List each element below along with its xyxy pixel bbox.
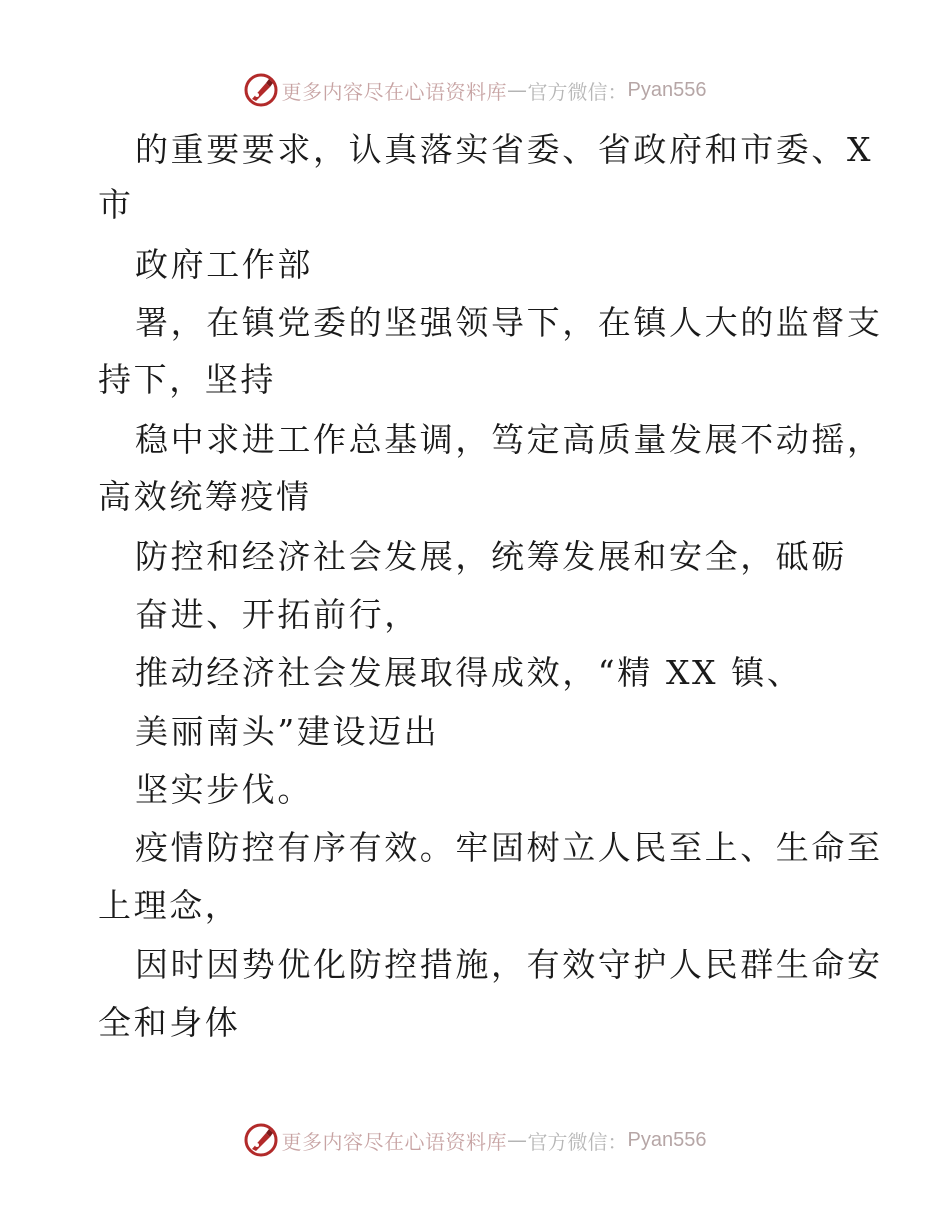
body-line: 的重要要求，认真落实省委、省政府和市委、X	[135, 130, 874, 169]
pen-logo-icon	[244, 1123, 278, 1157]
pen-logo-icon	[244, 73, 278, 107]
body-line: 署，在镇党委的坚强领导下，在镇人大的监督支	[135, 303, 883, 342]
header-watermark	[0, 72, 950, 108]
watermark-dash: —	[507, 1128, 528, 1152]
body-line: 全和身体	[98, 1003, 241, 1042]
watermark-wechat-id: Pyan556	[627, 78, 707, 101]
body-line: 持下，坚持	[98, 360, 276, 399]
watermark-text: 更多内容尽在心语资料库	[281, 1129, 508, 1154]
body-line: 美丽南头”建设迈出	[135, 712, 440, 751]
body-line: 因时因势优化防控措施，有效守护人民群生命安	[135, 945, 883, 984]
body-line: 防控和经济社会发展，统筹发展和安全，砥砺	[135, 537, 847, 576]
body-line: 坚实步伐。	[135, 770, 313, 809]
body-line: 疫情防控有序有效。牢固树立人民至上、生命至	[135, 828, 883, 867]
footer-watermark	[0, 1122, 950, 1158]
watermark-text: 更多内容尽在心语资料库	[281, 79, 508, 104]
body-line: 市	[98, 185, 134, 224]
body-line: 推动经济社会发展取得成效，“精 XX 镇、	[135, 653, 803, 692]
body-line: 奋进、开拓前行，	[135, 595, 420, 634]
body-line: 高效统筹疫情	[98, 477, 312, 516]
watermark-wechat-id: Pyan556	[627, 1128, 707, 1151]
watermark-wechat-label: 官方微信：	[527, 1129, 628, 1154]
body-line: 上理念，	[98, 886, 241, 925]
watermark-dash: —	[507, 78, 528, 102]
body-line: 稳中求进工作总基调，笃定高质量发展不动摇，	[135, 420, 883, 459]
watermark-wechat-label: 官方微信：	[527, 79, 628, 104]
body-line: 政府工作部	[135, 245, 313, 284]
